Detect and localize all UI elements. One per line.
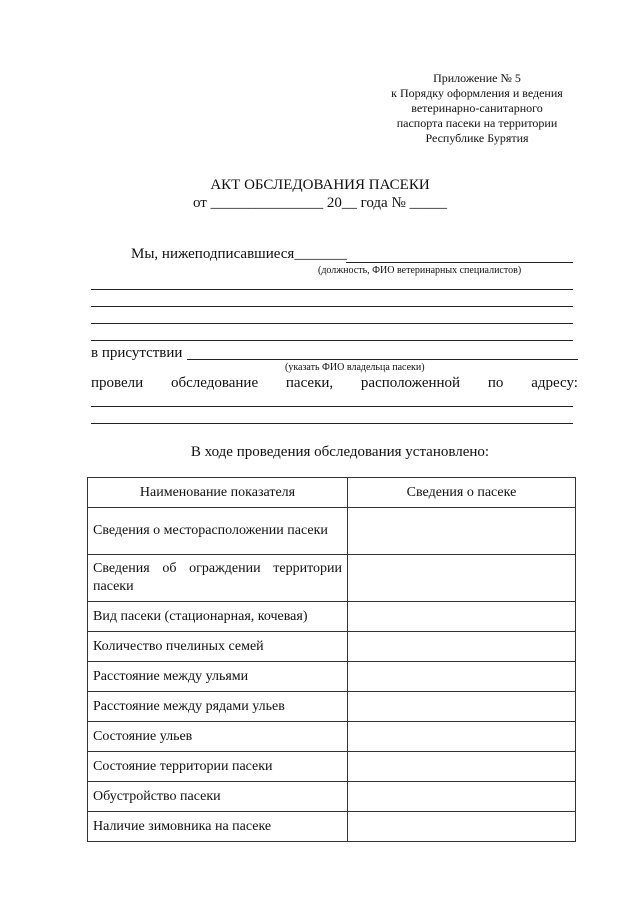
blank-line[interactable] — [91, 289, 573, 290]
address-word: обследование — [170, 375, 259, 391]
table-row — [88, 508, 576, 555]
blank-line[interactable] — [91, 423, 573, 424]
indicator-cell — [88, 555, 348, 602]
value-cell[interactable] — [348, 508, 576, 555]
appendix-line: Республике Бурятия — [425, 131, 529, 145]
value-cell[interactable] — [348, 752, 576, 782]
address-word: адресу: — [531, 375, 578, 391]
address-word: провели — [91, 375, 144, 391]
address-word: пасеки, — [285, 375, 334, 391]
address-word: по — [487, 375, 504, 391]
indicator-cell — [88, 508, 348, 555]
presence-hint: (указать ФИО владельца пасеки) — [285, 362, 425, 373]
indicator-label: Сведения о месторасположении пасеки — [93, 523, 328, 538]
signers-fill-line[interactable] — [346, 262, 573, 263]
address-word: расположенной — [360, 375, 461, 391]
indicator-cell: Состояние территории пасеки — [88, 752, 348, 782]
value-cell[interactable] — [348, 602, 576, 632]
value-cell[interactable] — [348, 692, 576, 722]
appendix-line: ветеринарно-санитарного — [411, 101, 543, 115]
indicator-cell: Расстояние между ульями — [88, 662, 348, 692]
appendix-line: Приложение № 5 — [433, 71, 521, 85]
table-row — [88, 555, 576, 602]
blank-line[interactable] — [91, 323, 573, 324]
indicator-cell: Наличие зимовника на пасеке — [88, 812, 348, 842]
address-line — [91, 375, 578, 392]
indicator-cell: Вид пасеки (стационарная, кочевая) — [88, 602, 348, 632]
table-row — [88, 632, 576, 662]
value-cell[interactable] — [348, 722, 576, 752]
appendix-reference — [372, 71, 582, 146]
presence-label: в присутствии — [91, 345, 183, 361]
table-row — [88, 602, 576, 632]
value-cell[interactable] — [348, 812, 576, 842]
table-row — [88, 722, 576, 752]
value-cell[interactable] — [348, 782, 576, 812]
table-row — [88, 812, 576, 842]
appendix-line: к Порядку оформления и ведения — [391, 86, 563, 100]
column-header: Сведения о пасеке — [348, 478, 576, 508]
indicator-cell: Обустройство пасеки — [88, 782, 348, 812]
findings-intro: В ходе проведения обследования установлено: — [190, 444, 490, 460]
table-row — [88, 662, 576, 692]
indicator-cell: Расстояние между рядами ульев — [88, 692, 348, 722]
blank-line[interactable] — [91, 340, 573, 341]
blank-line[interactable] — [91, 306, 573, 307]
value-cell[interactable] — [348, 662, 576, 692]
column-header: Наименование показателя — [88, 478, 348, 508]
appendix-line: паспорта пасеки на территории — [396, 116, 558, 130]
table-row — [88, 782, 576, 812]
value-cell[interactable] — [348, 555, 576, 602]
table-row — [88, 692, 576, 722]
indicator-cell: Количество пчелиных семей — [88, 632, 348, 662]
value-cell[interactable] — [348, 632, 576, 662]
act-date-line: от _______________ 20__ года № _____ — [192, 195, 448, 211]
findings-table — [87, 477, 576, 842]
act-title: АКТ ОБСЛЕДОВАНИЯ ПАСЕКИ — [210, 177, 430, 193]
signers-hint: (должность, ФИО ветеринарных специалистов) — [318, 265, 522, 276]
table-header-row — [88, 478, 576, 508]
table-row — [88, 752, 576, 782]
indicator-label: Сведения об ограждении территории пасеки — [93, 561, 342, 594]
indicator-cell: Состояние ульев — [88, 722, 348, 752]
blank-line[interactable] — [91, 406, 573, 407]
presence-fill-line[interactable] — [187, 359, 578, 360]
signers-label: Мы, нижеподписавшиеся_______ — [131, 246, 347, 262]
